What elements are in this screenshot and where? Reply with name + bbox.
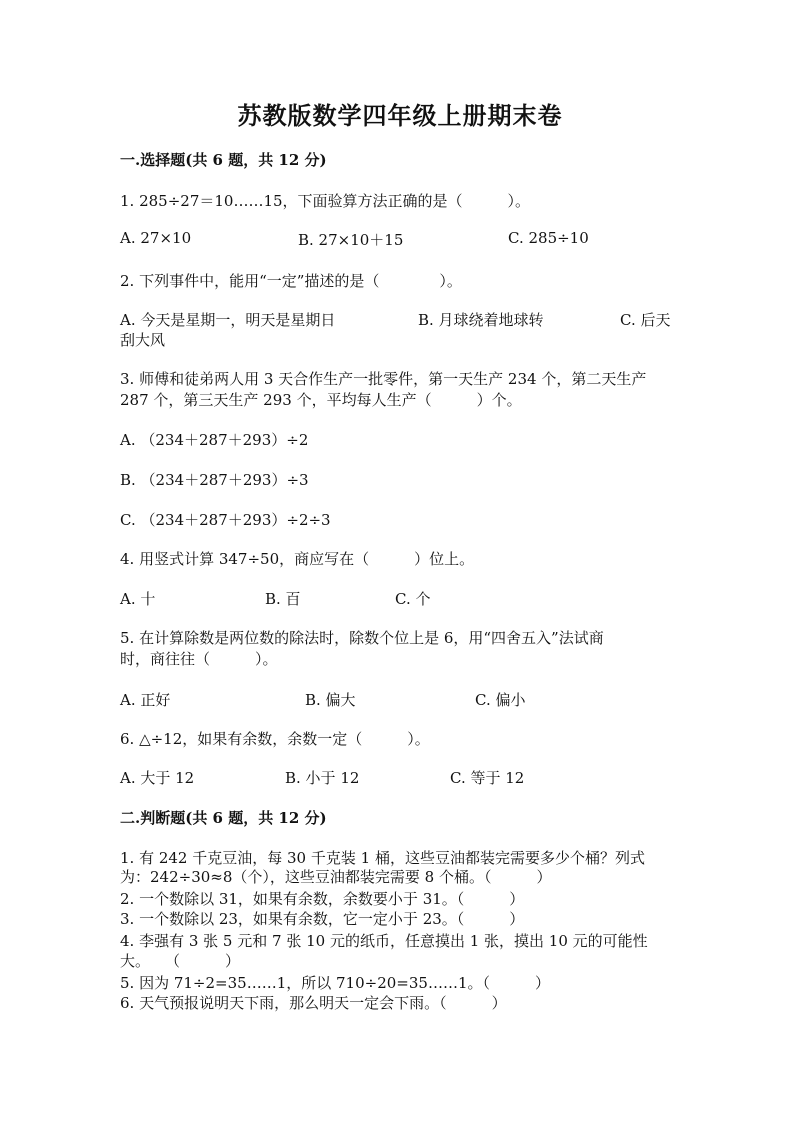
question-1-text: 1. 285÷27＝10……15，下面验算方法正确的是（ ）。	[120, 192, 531, 210]
q6-option-c: C. 等于 12	[450, 769, 525, 787]
page-title: 苏教版数学四年级上册期末卷	[237, 101, 563, 130]
q1-option-b: B. 27×10＋15	[298, 231, 404, 249]
q3-option-c: C. （234＋287＋293）÷2÷3	[120, 511, 331, 529]
q6-option-a: A. 大于 12	[120, 769, 195, 787]
q3-option-a: A. （234＋287＋293）÷2	[120, 431, 309, 449]
judgement-6: 6. 天气预报说明天下雨，那么明天一定会下雨。（ ）	[120, 994, 507, 1012]
q4-option-c: C. 个	[395, 590, 431, 608]
question-5-line-2: 时，商往往（ ）。	[120, 650, 278, 668]
judgement-1-line-2: 为：242÷30≈8（个），这些豆油都装完需要 8 个桶。（ ）	[120, 868, 552, 886]
judgement-3: 3. 一个数除以 23，如果有余数，它一定小于 23。（ ）	[120, 910, 525, 928]
q2-option-c-continuation: 刮大风	[120, 331, 166, 349]
judgement-1-line-1: 1. 有 242 千克豆油，每 30 千克装 1 桶，这些豆油都装完需要多少个桶？列式	[120, 849, 645, 867]
q2-option-b: B. 月球绕着地球转	[418, 311, 544, 329]
q4-option-a: A. 十	[120, 590, 156, 608]
q1-option-a: A. 27×10	[120, 229, 192, 247]
q5-option-a: A. 正好	[120, 691, 171, 709]
q1-option-c: C. 285÷10	[508, 229, 589, 247]
section-header-judgement: 二.判断题(共 6 题，共 12 分)	[120, 809, 327, 827]
q5-option-c: C. 偏小	[475, 691, 526, 709]
section-header-choice: 一.选择题(共 6 题，共 12 分)	[120, 151, 327, 169]
q2-option-c: C. 后天	[620, 311, 671, 329]
question-6-text: 6. △÷12，如果有余数，余数一定（ ）。	[120, 730, 430, 748]
q4-option-b: B. 百	[265, 590, 301, 608]
question-3-line-1: 3. 师傅和徒弟两人用 3 天合作生产一批零件，第一天生产 234 个，第二天生产	[120, 370, 647, 388]
judgement-4-line-1: 4. 李强有 3 张 5 元和 7 张 10 元的纸币，任意摸出 1 张，摸出 10 元的可能性	[120, 932, 648, 950]
q6-option-b: B. 小于 12	[285, 769, 360, 787]
question-4-text: 4. 用竖式计算 347÷50，商应写在（ ）位上。	[120, 550, 475, 568]
q5-option-b: B. 偏大	[305, 691, 356, 709]
q3-option-b: B. （234＋287＋293）÷3	[120, 471, 309, 489]
judgement-4-line-2: 大。 （ ）	[120, 952, 241, 970]
judgement-5: 5. 因为 71÷2=35……1，所以 710÷20=35……1。（ ）	[120, 974, 550, 992]
question-2-text: 2. 下列事件中，能用“一定”描述的是（ ）。	[120, 272, 462, 290]
question-3-line-2: 287 个，第三天生产 293 个，平均每人生产（ ）个。	[120, 391, 522, 409]
judgement-2: 2. 一个数除以 31，如果有余数，余数要小于 31。（ ）	[120, 890, 525, 908]
q2-option-a: A. 今天是星期一，明天是星期日	[120, 311, 336, 329]
question-5-line-1: 5. 在计算除数是两位数的除法时，除数个位上是 6，用“四舍五入”法试商	[120, 629, 604, 647]
